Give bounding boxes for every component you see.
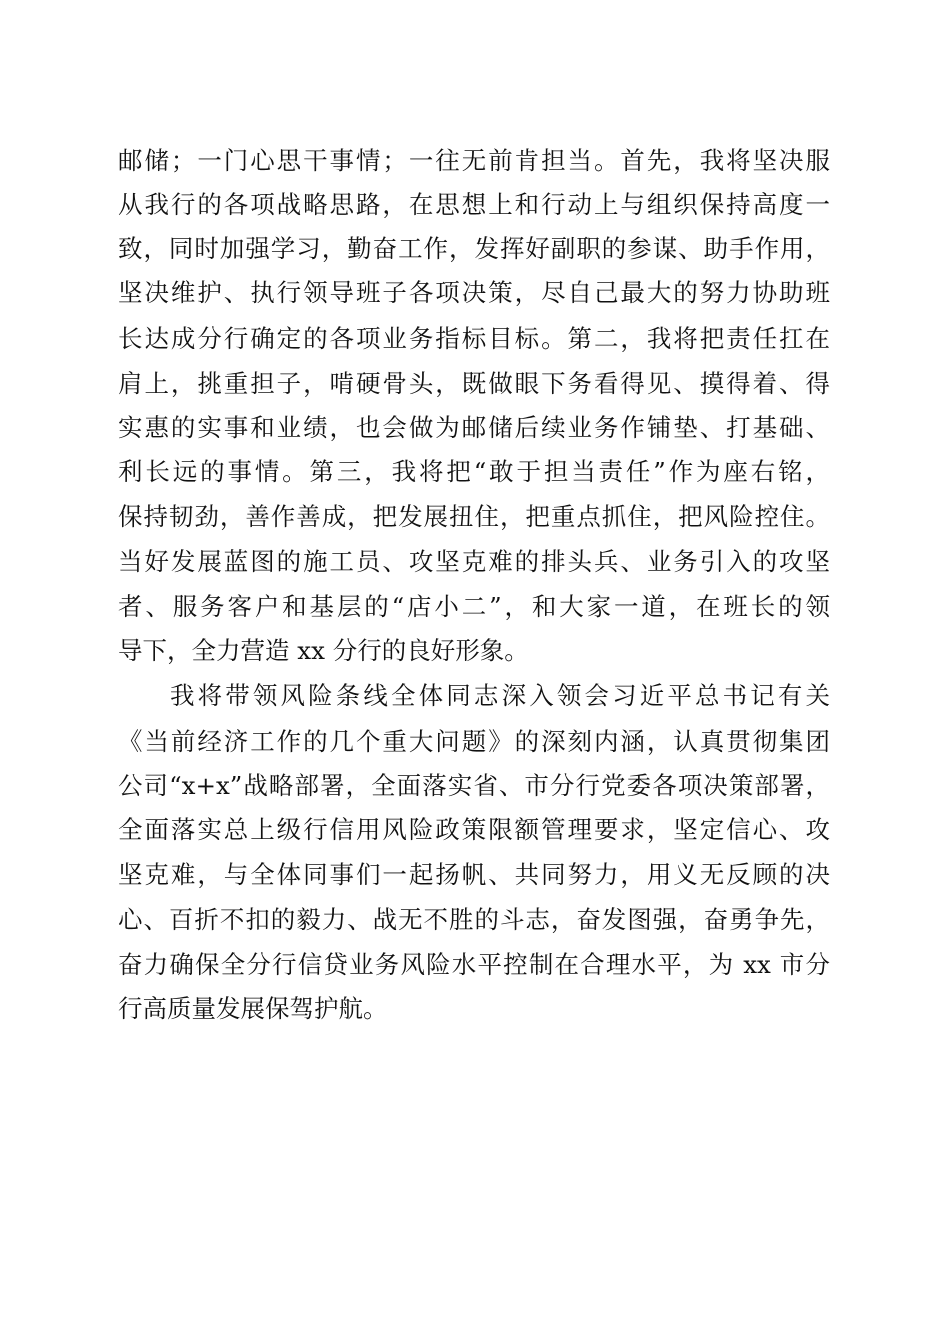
text-line: 从我行的各项战略思路，在思想上和行动上与组织保持高度一	[118, 190, 830, 219]
text-line: 全面落实总上级行信用风险政策限额管理要求，坚定信心、攻	[118, 815, 830, 844]
text-line: 邮储；一门心思干事情；一往无前肯担当。首先，我将坚决服	[118, 146, 830, 175]
text-line: 者、服务客户和基层的“店小二”，和大家一道，在班长的领	[118, 592, 830, 621]
text-line: 行高质量发展保驾护航。	[118, 994, 388, 1023]
text-line: 导下，全力营造 xx 分行的良好形象。	[118, 636, 529, 665]
text-line: 我将带领风险条线全体同志深入领会习近平总书记有关	[170, 681, 830, 710]
text-line: 保持韧劲，善作善成，把发展扭住，把重点抓住，把风险控住。	[118, 502, 830, 531]
text-line: 坚克难，与全体同事们一起扬帆、共同努力，用义无反顾的决	[118, 860, 830, 889]
text-line: 肩上，挑重担子，啃硬骨头，既做眼下务看得见、摸得着、得	[118, 369, 830, 398]
text-line: 利长远的事情。第三，我将把“敢于担当责任”作为座右铭，	[118, 457, 830, 486]
text-line: 奋力确保全分行信贷业务风险水平控制在合理水平，为 xx 市分	[118, 950, 830, 979]
text-line: 心、百折不扣的毅力、战无不胜的斗志，奋发图强，奋勇争先，	[118, 905, 830, 934]
text-line: 长达成分行确定的各项业务指标目标。第二，我将把责任扛在	[118, 324, 830, 353]
text-line: 实惠的实事和业绩，也会做为邮储后续业务作铺垫、打基础、	[118, 413, 830, 442]
text-line: 当好发展蓝图的施工员、攻坚克难的排头兵、业务引入的攻坚	[118, 547, 830, 576]
text-line: 公司“x+x”战略部署，全面落实省、市分行党委各项决策部署，	[118, 771, 830, 800]
text-line: 坚决维护、执行领导班子各项决策，尽自己最大的努力协助班	[118, 278, 830, 307]
text-line: 致，同时加强学习，勤奋工作，发挥好副职的参谋、助手作用，	[118, 234, 830, 263]
text-line: 《当前经济工作的几个重大问题》的深刻内涵，认真贯彻集团	[118, 727, 830, 756]
